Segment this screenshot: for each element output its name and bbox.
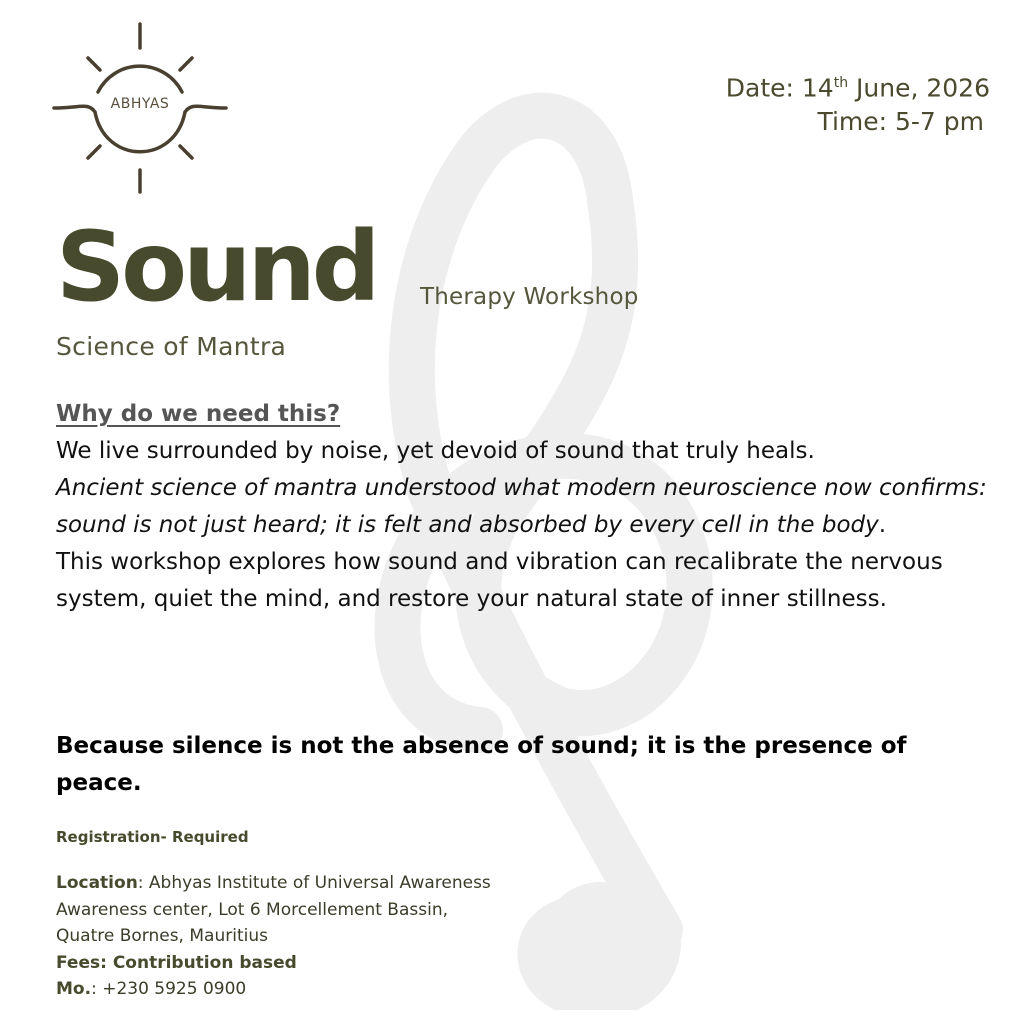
fees: Fees: Contribution based (56, 952, 297, 973)
location-line-3: Quatre Bornes, Mauritius (56, 926, 268, 946)
event-datetime (726, 66, 990, 139)
subtitle: Science of Mantra (56, 332, 287, 361)
mobile: Mo.: +230 5925 0900 (56, 979, 247, 999)
event-time: Time: 5-7 pm (817, 107, 984, 137)
event-date: Date: 14th June, 2026 (725, 73, 990, 103)
page-title: Sound (56, 211, 377, 323)
body-text (56, 396, 1001, 618)
paragraph-2: Ancient science of mantra understood what modern neuroscience now confirms: sound is not just heard; it is felt and absorbed by every cell in the body. (56, 475, 987, 538)
quote: Because silence is not the absence of sound; it is the presence of peace. (56, 733, 907, 796)
paragraph-1: We live surrounded by noise, yet devoid of sound that truly heals. (56, 438, 815, 464)
paragraph-3: This workshop explores how sound and vibration can recalibrate the nervous system, quiet the mind, and restore your natural state of inner stillness. (56, 549, 943, 612)
contact-info (56, 870, 491, 1003)
location-line-2: Awareness center, Lot 6 Morcellement Bassin, (56, 899, 449, 920)
registration-note: Registration- Required (56, 828, 249, 846)
location-line-1: Location: Abhyas Institute of Universal Awareness (56, 873, 491, 893)
title-subtext: Therapy Workshop (420, 284, 639, 310)
section-heading: Why do we need this? (56, 401, 341, 427)
logo-text: ABHYAS (110, 96, 170, 112)
